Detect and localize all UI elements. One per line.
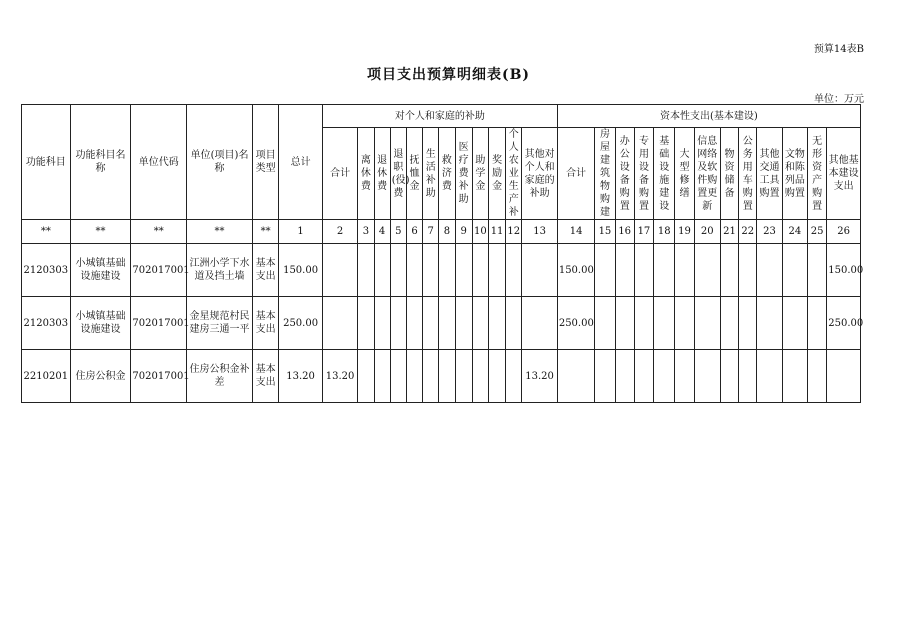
header-capital-col: 合计 [557, 128, 594, 220]
header-capital-col: 办公设备购置 [615, 128, 634, 220]
cell-empty [808, 350, 827, 403]
cell-total: 250.00 [279, 297, 323, 350]
cell-empty [439, 297, 455, 350]
header-capital-col: 其他交通工具购置 [757, 128, 782, 220]
index-cell: 16 [615, 220, 634, 244]
index-cell: 17 [634, 220, 653, 244]
header-capital-col: 物资储备 [720, 128, 738, 220]
cell-empty [654, 350, 675, 403]
cell-empty [374, 244, 390, 297]
header-capital-col: 房屋建筑物购建 [595, 128, 615, 220]
header-func-code: 功能科目 [22, 105, 71, 220]
cell-empty [406, 297, 422, 350]
cell-empty [739, 244, 757, 297]
cell-empty [757, 350, 782, 403]
page-title: 项目支出预算明细表(B) [366, 67, 531, 83]
cell-empty [358, 244, 374, 297]
index-cell: ** [70, 220, 131, 244]
index-cell: 21 [720, 220, 738, 244]
cell-unit-code: 702017001 [131, 244, 187, 297]
cell-empty [654, 297, 675, 350]
header-personal-col: 救济费 [439, 128, 455, 220]
header-capital-col: 信息网络及软件购置更新 [694, 128, 720, 220]
header-unit-code: 单位代码 [131, 105, 187, 220]
cell-empty [757, 297, 782, 350]
cell-unit-name: 江洲小学下水道及挡土墙 [187, 244, 253, 297]
cell-empty [694, 350, 720, 403]
unit-label: 单位：万元 [814, 94, 864, 105]
cell-unit-name: 住房公积金补差 [187, 350, 253, 403]
index-cell: 3 [358, 220, 374, 244]
cell-other-capital: 150.00 [827, 244, 861, 297]
cell-empty [423, 350, 439, 403]
header-group-capital: 资本性支出(基本建设) [557, 105, 860, 128]
cell-proj-type: 基本支出 [252, 297, 278, 350]
cell-empty [808, 244, 827, 297]
cell-empty [472, 297, 488, 350]
index-cell: 19 [675, 220, 694, 244]
cell-capital-total: 150.00 [557, 244, 594, 297]
cell-empty [675, 244, 694, 297]
index-cell: 11 [488, 220, 505, 244]
header-personal-col: 退休费 [374, 128, 390, 220]
cell-proj-type: 基本支出 [252, 350, 278, 403]
cell-empty [423, 244, 439, 297]
cell-empty [488, 297, 505, 350]
cell-empty [406, 350, 422, 403]
header-capital-col: 文物和陈列品购置 [782, 128, 807, 220]
index-cell: 15 [595, 220, 615, 244]
index-cell: 4 [374, 220, 390, 244]
cell-func-name: 小城镇基础设施建设 [70, 297, 131, 350]
cell-empty [472, 244, 488, 297]
cell-empty [782, 297, 807, 350]
cell-unit-code: 702017001 [131, 350, 187, 403]
cell-other-capital: 250.00 [827, 297, 861, 350]
header-capital-col: 专用设备购置 [634, 128, 653, 220]
header-personal-col: 生活补助 [423, 128, 439, 220]
cell-empty [506, 297, 522, 350]
cell-unit-name: 金星规范村民建房三通一平 [187, 297, 253, 350]
cell-empty [439, 244, 455, 297]
index-cell: 12 [506, 220, 522, 244]
index-cell: ** [22, 220, 71, 244]
cell-empty [782, 350, 807, 403]
table-row [22, 350, 861, 403]
cell-empty [720, 297, 738, 350]
cell-empty [506, 350, 522, 403]
cell-unit-code: 702017001 [131, 297, 187, 350]
header-func-name: 功能科目名称 [70, 105, 131, 220]
cell-empty [358, 350, 374, 403]
cell-empty [506, 244, 522, 297]
header-personal-col: 合计 [322, 128, 357, 220]
cell-empty [634, 244, 653, 297]
index-cell: ** [131, 220, 187, 244]
cell-personal-total [322, 297, 357, 350]
cell-empty [720, 244, 738, 297]
header-capital-col: 基础设施建设 [654, 128, 675, 220]
cell-empty [390, 297, 406, 350]
cell-other-personal [522, 244, 557, 297]
index-cell: 22 [739, 220, 757, 244]
header-total: 总计 [279, 105, 323, 220]
cell-personal-total: 13.20 [322, 350, 357, 403]
index-cell: 7 [423, 220, 439, 244]
cell-empty [439, 350, 455, 403]
cell-personal-total [322, 244, 357, 297]
header-capital-col: 大型修缮 [675, 128, 694, 220]
table-row [22, 244, 861, 297]
cell-empty [390, 244, 406, 297]
cell-empty [423, 297, 439, 350]
cell-empty [455, 297, 472, 350]
cell-empty [675, 297, 694, 350]
index-row [22, 220, 861, 244]
index-cell: 24 [782, 220, 807, 244]
index-cell: 5 [390, 220, 406, 244]
cell-empty [615, 244, 634, 297]
index-cell: 25 [808, 220, 827, 244]
cell-empty [720, 350, 738, 403]
cell-capital-total [557, 350, 594, 403]
index-cell: 13 [522, 220, 557, 244]
cell-empty [455, 350, 472, 403]
index-cell: 20 [694, 220, 720, 244]
cell-empty [808, 297, 827, 350]
cell-empty [694, 244, 720, 297]
budget-table [21, 104, 864, 403]
cell-total: 150.00 [279, 244, 323, 297]
header-personal-col: 离休费 [358, 128, 374, 220]
cell-empty [782, 244, 807, 297]
index-cell: 9 [455, 220, 472, 244]
cell-empty [488, 244, 505, 297]
cell-empty [757, 244, 782, 297]
cell-empty [374, 350, 390, 403]
index-cell: ** [187, 220, 253, 244]
cell-empty [374, 297, 390, 350]
header-personal-col: 抚恤金 [406, 128, 422, 220]
cell-func-code: 2210201 [22, 350, 71, 403]
cell-other-personal: 13.20 [522, 350, 557, 403]
index-cell: 2 [322, 220, 357, 244]
index-cell: 10 [472, 220, 488, 244]
cell-func-name: 小城镇基础设施建设 [70, 244, 131, 297]
cell-empty [634, 350, 653, 403]
cell-empty [634, 297, 653, 350]
cell-other-capital [827, 350, 861, 403]
cell-func-code: 2120303 [22, 297, 71, 350]
header-unit-name: 单位(项目)名称 [187, 105, 253, 220]
cell-other-personal [522, 297, 557, 350]
cell-empty [739, 350, 757, 403]
cell-empty [675, 350, 694, 403]
cell-empty [595, 297, 615, 350]
index-cell: 1 [279, 220, 323, 244]
form-number: 预算14表B [813, 44, 864, 55]
header-proj-type: 项目类型 [252, 105, 278, 220]
cell-proj-type: 基本支出 [252, 244, 278, 297]
index-cell: 6 [406, 220, 422, 244]
index-cell: 26 [827, 220, 861, 244]
table-row [22, 297, 861, 350]
cell-empty [358, 297, 374, 350]
cell-empty [615, 297, 634, 350]
header-capital-col: 无形资产购置 [808, 128, 827, 220]
index-cell: 8 [439, 220, 455, 244]
cell-empty [455, 244, 472, 297]
cell-total: 13.20 [279, 350, 323, 403]
cell-func-code: 2120303 [22, 244, 71, 297]
cell-empty [694, 297, 720, 350]
header-personal-col: 医疗费补助 [455, 128, 472, 220]
header-personal-col: 退职(役)费 [390, 128, 406, 220]
header-capital-col: 公务用车购置 [739, 128, 757, 220]
cell-empty [615, 350, 634, 403]
index-cell: 23 [757, 220, 782, 244]
cell-empty [595, 244, 615, 297]
header-personal-col: 个人农业生产补 [506, 128, 522, 220]
cell-empty [488, 350, 505, 403]
cell-func-name: 住房公积金 [70, 350, 131, 403]
cell-empty [472, 350, 488, 403]
cell-capital-total: 250.00 [557, 297, 594, 350]
cell-empty [406, 244, 422, 297]
index-cell: 18 [654, 220, 675, 244]
cell-empty [654, 244, 675, 297]
header-personal-col: 助学金 [472, 128, 488, 220]
cell-empty [595, 350, 615, 403]
index-cell: 14 [557, 220, 594, 244]
header-group-personal: 对个人和家庭的补助 [322, 105, 557, 128]
index-cell: ** [252, 220, 278, 244]
header-personal-col: 奖励金 [488, 128, 505, 220]
cell-empty [390, 350, 406, 403]
header-personal-col: 其他对个人和家庭的补助 [522, 128, 557, 220]
header-capital-col: 其他基本建设支出 [827, 128, 861, 220]
cell-empty [739, 297, 757, 350]
